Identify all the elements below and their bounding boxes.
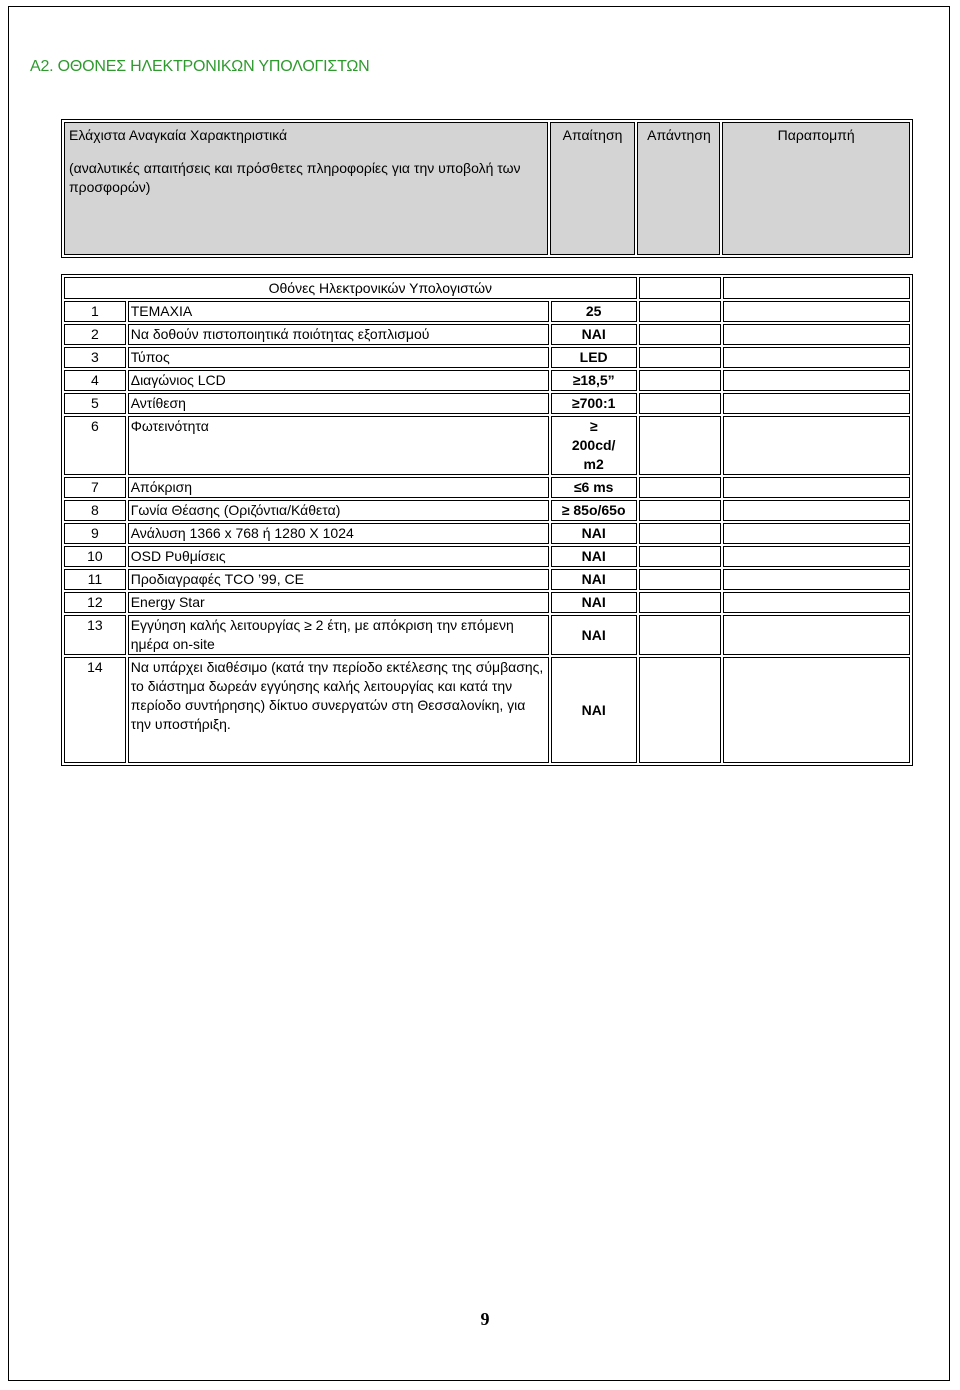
row-reference [723, 416, 910, 475]
page-number: 9 [480, 1309, 490, 1329]
row-number: 2 [64, 324, 126, 345]
table-row [64, 393, 910, 414]
row-description: Ανάλυση 1366 x 768 ή 1280 X 1024 [128, 523, 549, 544]
table-row [64, 523, 910, 544]
row-number: 8 [64, 500, 126, 521]
row-reference [723, 347, 910, 368]
row-reference [723, 523, 910, 544]
row-reference [723, 615, 910, 655]
row-requirement: ΝΑΙ [551, 615, 637, 655]
row-requirement: ΝΑΙ [551, 569, 637, 590]
row-answer [639, 324, 721, 345]
row-requirement: ≥700:1 [551, 393, 637, 414]
table-row [64, 500, 910, 521]
table-row [64, 592, 910, 613]
row-description: Αντίθεση [128, 393, 549, 414]
table-row [64, 324, 910, 345]
group-reference-cell [723, 277, 910, 299]
row-requirement: ΝΑΙ [551, 592, 637, 613]
row-description: ΤΕΜΑΧΙΑ [128, 301, 549, 322]
table-row [64, 477, 910, 498]
row-description: OSD Ρυθμίσεις [128, 546, 549, 567]
row-requirement: ≥ 85ο/65ο [551, 500, 637, 521]
header-description-cell [64, 122, 548, 255]
table-row [64, 657, 910, 763]
row-description: Τύπος [128, 347, 549, 368]
row-answer [639, 657, 721, 763]
row-description: Φωτεινότητα [128, 416, 549, 475]
table-row [64, 416, 910, 475]
header-reference: Παραπομπή [722, 122, 910, 255]
header-table [61, 119, 913, 258]
row-description: Απόκριση [128, 477, 549, 498]
row-description: Να υπάρχει διαθέσιμο (κατά την περίοδο εκτέλεσης της σύμβασης, το διάστημα δωρεάν εγγύησης καλής λειτουργίας και κατά την περίοδο συντήρησης) δίκτυο συνεργατών στη Θεσσαλονίκη, για την υποστήριξη. [128, 657, 549, 763]
row-requirement: 25 [551, 301, 637, 322]
row-answer [639, 347, 721, 368]
table-row [64, 370, 910, 391]
row-answer [639, 477, 721, 498]
row-answer [639, 500, 721, 521]
row-answer [639, 301, 721, 322]
section-title: Α2. ΟΘΟΝΕΣ ΗΛΕΚΤΡΟΝΙΚΩΝ ΥΠΟΛΟΓΙΣΤΩΝ [30, 58, 370, 75]
row-reference [723, 477, 910, 498]
header-description-title: Ελάχιστα Αναγκαία Χαρακτηριστικά [69, 127, 288, 143]
row-reference [723, 301, 910, 322]
row-number: 4 [64, 370, 126, 391]
row-description: Προδιαγραφές TCO ’99, CE [128, 569, 549, 590]
row-number: 13 [64, 615, 126, 655]
spec-table [61, 274, 913, 766]
row-answer [639, 416, 721, 475]
row-number: 5 [64, 393, 126, 414]
row-number: 14 [64, 657, 126, 763]
row-answer [639, 393, 721, 414]
row-number: 6 [64, 416, 126, 475]
row-answer [639, 523, 721, 544]
row-answer [639, 569, 721, 590]
row-number: 11 [64, 569, 126, 590]
row-number: 12 [64, 592, 126, 613]
table-row [64, 347, 910, 368]
header-description-note: (αναλυτικές απαιτήσεις και πρόσθετες πληροφορίες για την υποβολή των προσφορών) [69, 160, 521, 195]
row-number: 1 [64, 301, 126, 322]
row-requirement: LED [551, 347, 637, 368]
row-requirement: ≤6 ms [551, 477, 637, 498]
row-reference [723, 324, 910, 345]
table-row [64, 546, 910, 567]
row-requirement: ΝΑΙ [551, 657, 637, 763]
row-description: Energy Star [128, 592, 549, 613]
row-reference [723, 592, 910, 613]
row-reference [723, 657, 910, 763]
row-reference [723, 370, 910, 391]
row-reference [723, 546, 910, 567]
row-requirement: ≥18,5” [551, 370, 637, 391]
header-answer: Απάντηση [637, 122, 720, 255]
row-requirement: ΝΑΙ [551, 546, 637, 567]
row-answer [639, 592, 721, 613]
group-title: Οθόνες Ηλεκτρονικών Υπολογιστών [64, 277, 637, 299]
row-number: 3 [64, 347, 126, 368]
row-description: Γωνία Θέασης (Οριζόντια/Κάθετα) [128, 500, 549, 521]
row-number: 7 [64, 477, 126, 498]
group-answer-cell [639, 277, 721, 299]
row-answer [639, 546, 721, 567]
row-description: Διαγώνιος LCD [128, 370, 549, 391]
row-requirement: ≥ 200cd/ m2 [551, 416, 637, 475]
table-row [64, 301, 910, 322]
row-description: Να δοθούν πιστοποιητικά ποιότητας εξοπλισμού [128, 324, 549, 345]
row-reference [723, 500, 910, 521]
row-reference [723, 569, 910, 590]
table-row [64, 615, 910, 655]
row-answer [639, 370, 721, 391]
row-reference [723, 393, 910, 414]
row-description: Εγγύηση καλής λειτουργίας ≥ 2 έτη, με απόκριση την επόμενη ημέρα on-site [128, 615, 549, 655]
table-row [64, 569, 910, 590]
row-requirement: ΝΑΙ [551, 523, 637, 544]
row-number: 10 [64, 546, 126, 567]
header-requirement: Απαίτηση [550, 122, 636, 255]
row-number: 9 [64, 523, 126, 544]
row-answer [639, 615, 721, 655]
row-requirement: ΝΑΙ [551, 324, 637, 345]
